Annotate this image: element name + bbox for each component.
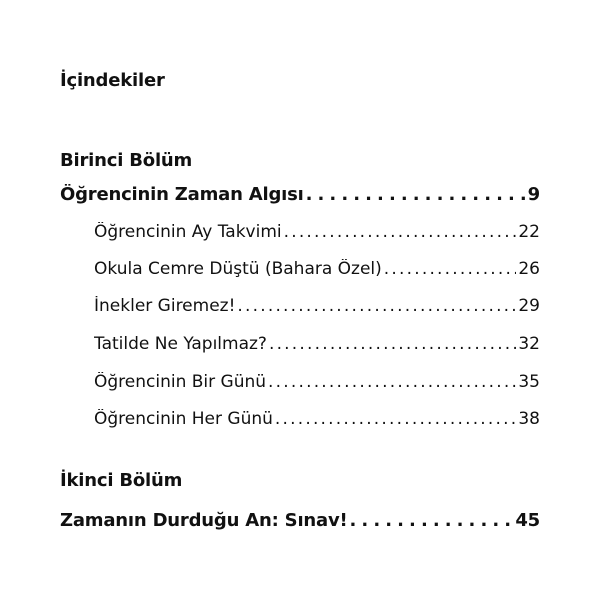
toc-entry-page: 35 <box>518 372 540 392</box>
toc-entry-chapter-2[interactable] <box>60 510 540 531</box>
toc-entry[interactable] <box>94 259 540 279</box>
toc-entry-page: 9 <box>527 184 540 205</box>
toc-entry-chapter-1[interactable] <box>60 184 540 205</box>
toc-entry[interactable] <box>94 296 540 316</box>
toc-entry-page: 29 <box>518 296 540 316</box>
dot-leader <box>284 222 517 242</box>
part-2-title: İkinci Bölüm <box>60 470 183 491</box>
toc-heading: İçindekiler <box>60 70 165 91</box>
dot-leader <box>306 184 526 205</box>
toc-entry-label: Öğrencinin Bir Günü <box>94 372 267 392</box>
toc-entry-page: 26 <box>518 259 540 279</box>
toc-entry-label: Öğrencinin Ay Takvimi <box>94 222 282 242</box>
dot-leader <box>275 409 516 429</box>
dot-leader <box>268 372 516 392</box>
toc-entry-page: 32 <box>518 334 540 354</box>
toc-entry-page: 45 <box>515 510 540 531</box>
toc-entry[interactable] <box>94 372 540 392</box>
toc-entry[interactable] <box>94 334 540 354</box>
dot-leader <box>269 334 516 354</box>
toc-entry-page: 38 <box>518 409 540 429</box>
dot-leader <box>350 510 514 531</box>
toc-entry-label: İnekler Giremez! <box>94 296 236 316</box>
toc-entry-label: Okula Cemre Düştü (Bahara Özel) <box>94 259 382 279</box>
toc-entry-label: Öğrencinin Her Günü <box>94 409 273 429</box>
toc-entry[interactable] <box>94 222 540 242</box>
part-1-title: Birinci Bölüm <box>60 150 193 171</box>
toc-entry-label: Zamanın Durduğu An: Sınav! <box>60 510 348 531</box>
toc-entry-page: 22 <box>518 222 540 242</box>
toc-entry[interactable] <box>94 409 540 429</box>
dot-leader <box>237 296 516 316</box>
toc-entry-label: Tatilde Ne Yapılmaz? <box>94 334 267 354</box>
dot-leader <box>384 259 517 279</box>
toc-entry-label: Öğrencinin Zaman Algısı <box>60 184 304 205</box>
